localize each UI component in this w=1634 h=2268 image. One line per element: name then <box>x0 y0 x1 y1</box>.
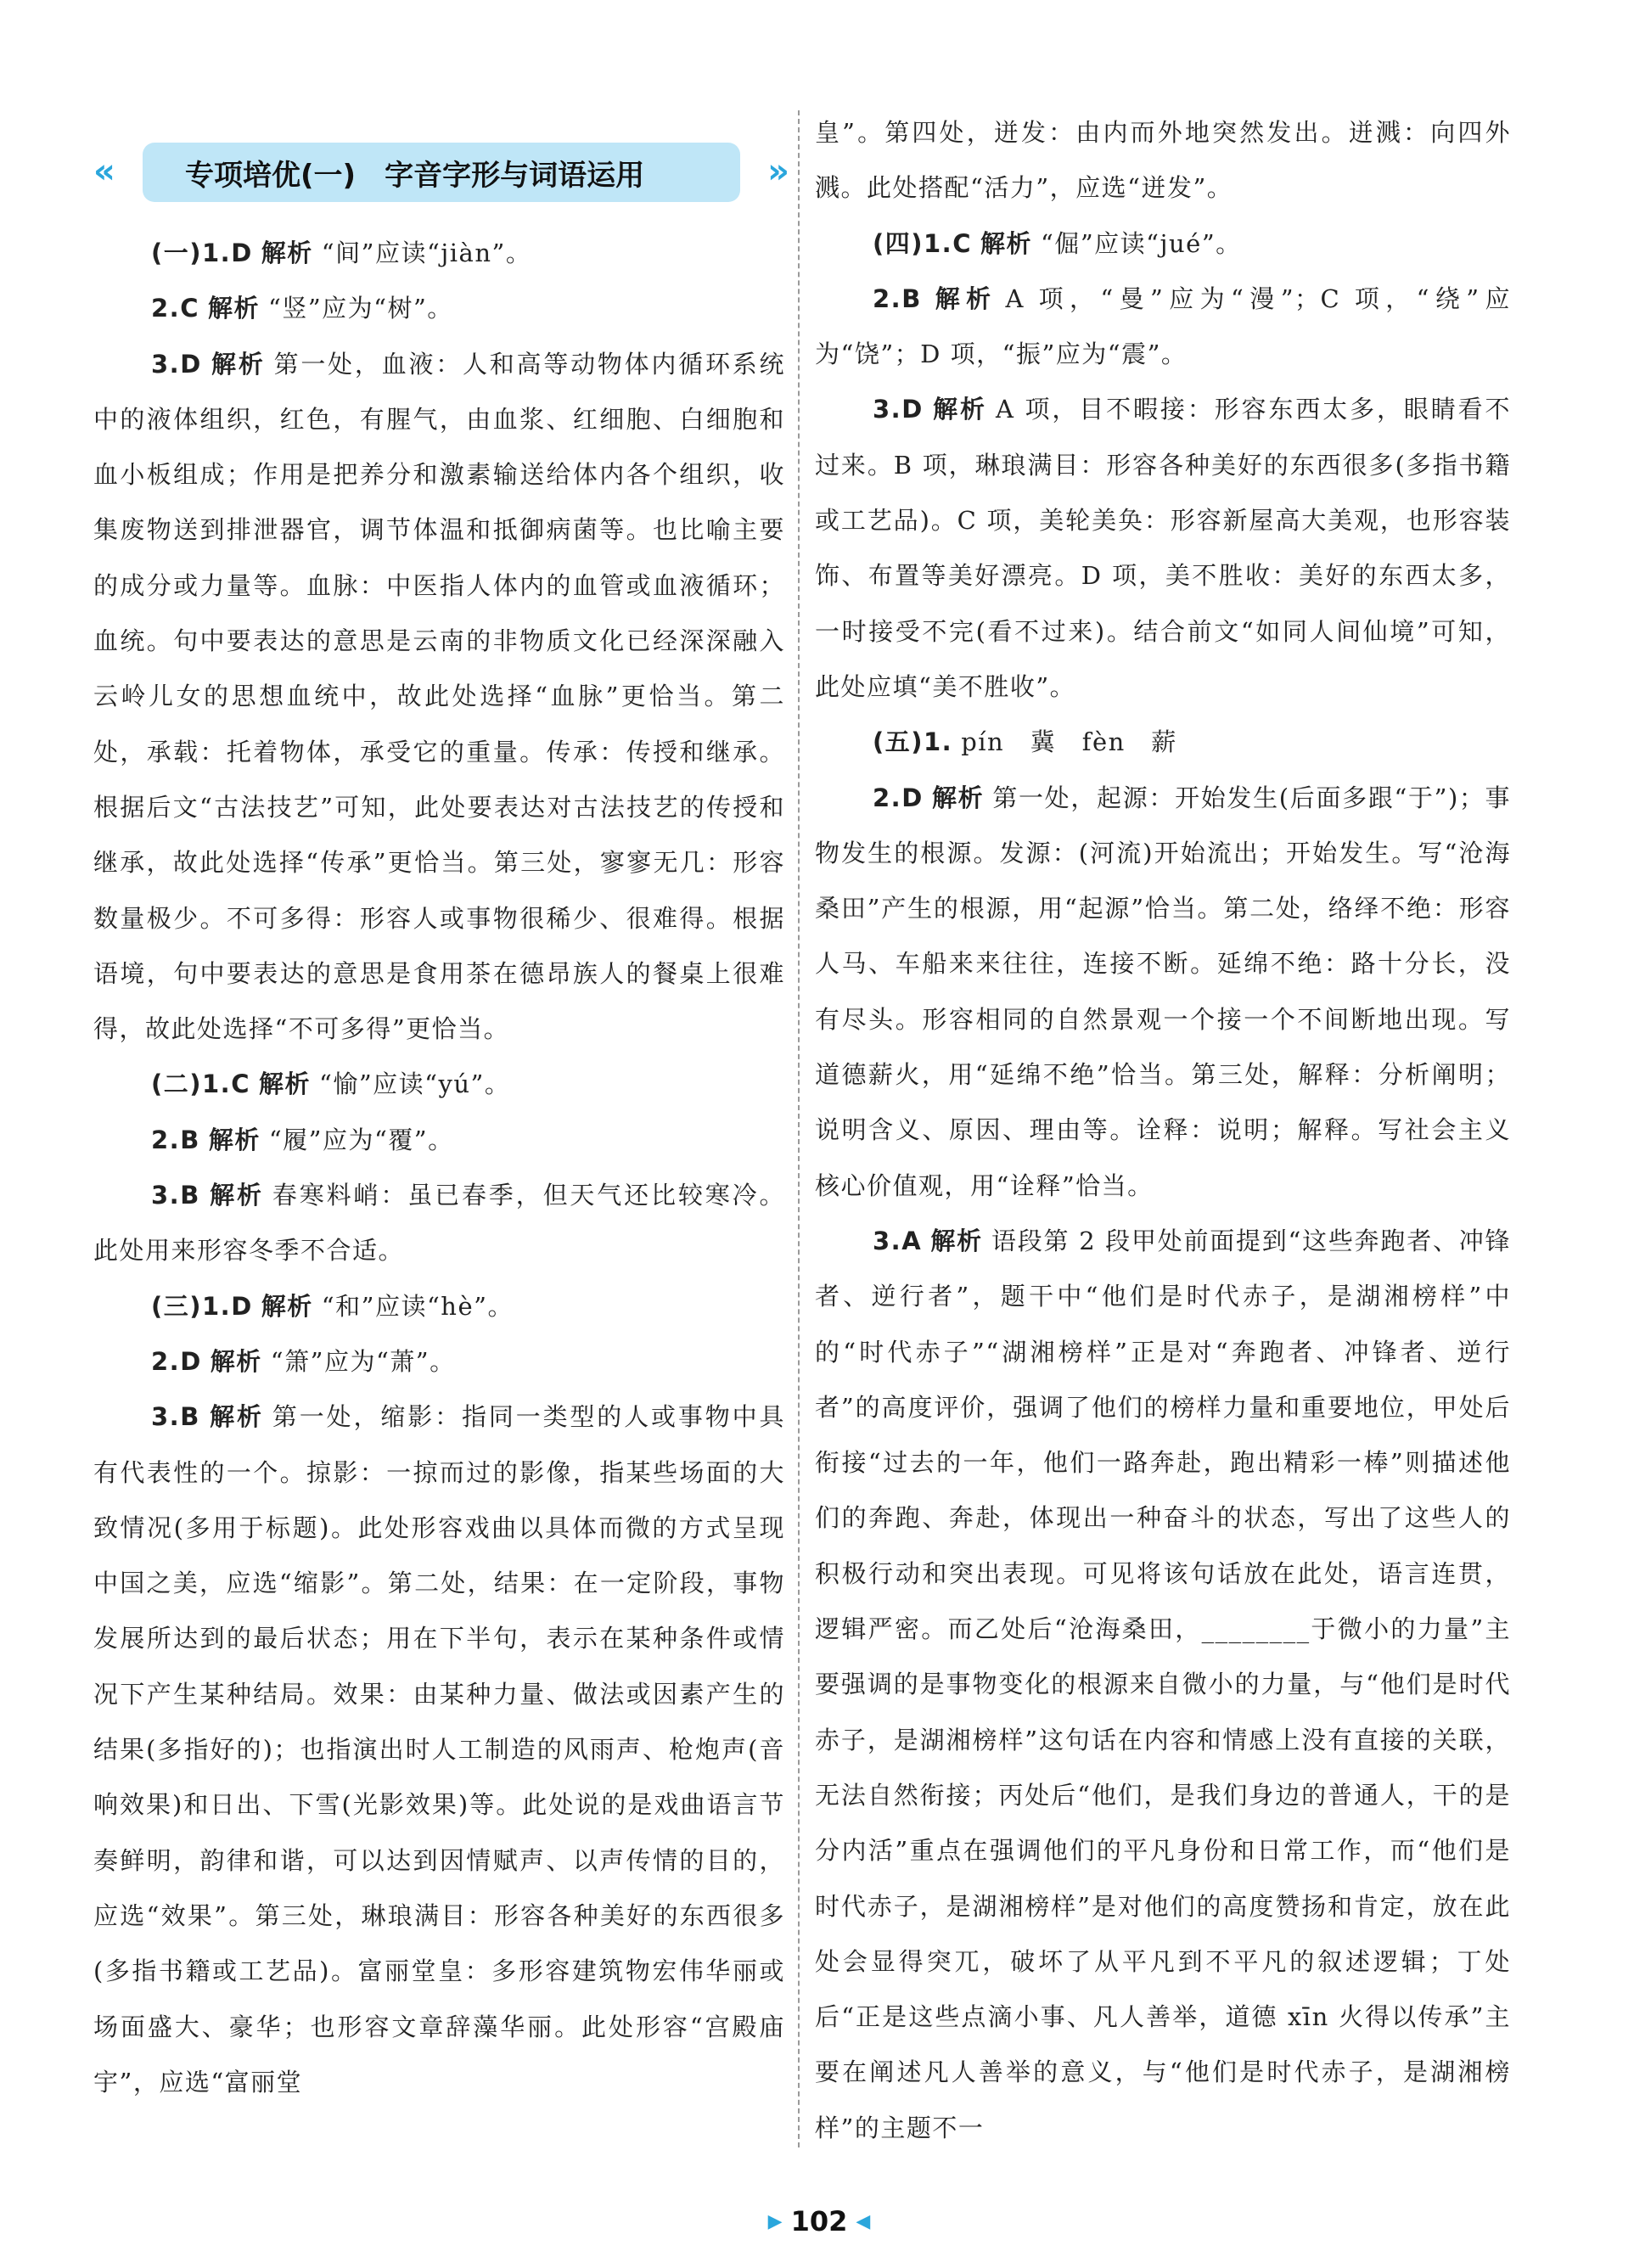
analysis-label: 解析 <box>207 294 260 323</box>
item-number: 2.B <box>151 1125 200 1154</box>
page-number: 102 <box>790 2205 848 2237</box>
analysis-label: 解析 <box>980 228 1033 258</box>
item-number: 2.C <box>151 294 199 323</box>
answer-item <box>93 1113 785 1168</box>
answer-item <box>93 337 785 1058</box>
item-number: (二)1.C <box>151 1069 250 1099</box>
item-number: 2.B <box>873 284 922 313</box>
analysis-text: 皇”。第四处，迸发：由内而外地突然发出。迸溅：向四外溅。此处搭配“活力”，应选“迸发”。 <box>815 118 1511 203</box>
analysis-label: 解析 <box>930 1226 983 1255</box>
analysis-text: “倔”应读“jué”。 <box>1041 228 1242 258</box>
section-title-part2: 字音字形与词语运用 <box>385 158 645 193</box>
analysis-text: 语段第 2 段甲处前面提到“这些奔跑者、冲锋者、逆行者”，题干中“他们是时代赤子，是湖湘榜样”中的“时代赤子”“湖湘榜样”正是对“奔跑者、冲锋者、逆行者”的高度评价，强调了他们的榜样力量和重要地位，甲处后衔接“过去的一年，他们一路奔赴，跑出精彩一棒”则描述他们的奔跑、奔赴，体现出一种奋斗的状态，写出了这些人的积极行动和突出表现。可见将该句话放在此处，语言连贯，逻辑严密。而乙处后“沧海桑田，________于微小的力量”主要强调的是事物变化的根源来自微小的力量，与“他们是时代赤子，是湖湘榜样”这句话在内容和情感上没有直接的关联，无法自然衔接；丙处后“他们，是我们身边的普通人，干的是分内活”重点在强调他们的平凡身份和日常工作，而“他们是时代赤子，是湖湘榜样”是对他们的高度赞扬和肯定，放在此处会显得突兀，破坏了从平凡到不平凡的叙述逻辑；丁处后“正是这些点滴小事、凡人善举，道德 xīn 火得以传承”主要在阐述凡人善举的意义，与“他们是时代赤子，是湖湘榜样”的主题不一 <box>815 1226 1511 2142</box>
analysis-text: “和”应读“hè”。 <box>321 1291 514 1321</box>
left-column <box>93 226 785 2110</box>
item-number: (五)1. <box>873 727 953 757</box>
answer-item <box>93 1279 785 1334</box>
answer-item <box>93 1334 785 1389</box>
analysis-text: 第一处，缩影：指同一类型的人或事物中具有代表性的一个。掠影：一掠而过的影像，指某些场面的大致情况(多用于标题)。此处形容戏曲以具体而微的方式呈现中国之美，应选“缩影”。第二处，结果：在一定阶段，事物发展所达到的最后状态；用在下半句，表示在某种条件或情况下产生某种结局。效果：由某种力量、做法或因素产生的结果(多指好的)；也指演出时人工制造的风雨声、枪炮声(音响效果)和日出、下雪(光影效果)等。此处说的是戏曲语言节奏鲜明，韵律和谐，可以达到因情赋声、以声传情的目的，应选“效果”。第三处，琳琅满目：形容各种美好的东西很多(多指书籍或工艺品)。富丽堂皇：多形容建筑物宏伟华丽或场面盛大、豪华；也形容文章辞藻华丽。此处形容“宫殿庙宇”，应选“富丽堂 <box>93 1402 785 2097</box>
item-number: (三)1.D <box>151 1291 253 1321</box>
analysis-label: 解析 <box>208 1181 264 1210</box>
analysis-label: 解析 <box>931 783 985 812</box>
item-number: 3.D <box>151 349 202 379</box>
item-number: 3.B <box>151 1181 200 1210</box>
analysis-text: “间”应读“jiàn”。 <box>321 239 532 267</box>
analysis-label: 解析 <box>208 1125 261 1154</box>
section-title-part1: 专项培优(一) <box>185 158 357 193</box>
triangle-left-icon: ◀ <box>856 2210 871 2232</box>
column-divider <box>798 110 800 2147</box>
analysis-text: 春寒料峭：虽已春季，但天气还比较寒冷。此处用来形容冬季不合适。 <box>93 1181 785 1266</box>
analysis-label: 解析 <box>261 1291 313 1321</box>
answer-item <box>815 1214 1511 2156</box>
analysis-label: 解析 <box>261 239 313 267</box>
answer-item <box>93 1389 785 2110</box>
answer-item <box>93 1057 785 1112</box>
answer-item <box>93 226 785 281</box>
item-number: (一)1.D <box>151 239 253 267</box>
item-number: 3.A <box>873 1226 923 1255</box>
item-number: 3.B <box>151 1402 200 1432</box>
answer-item <box>93 1168 785 1279</box>
section-title <box>143 143 740 202</box>
item-number: 3.D <box>873 395 924 424</box>
double-chevron-left-icon: « <box>93 152 115 191</box>
double-chevron-right-icon: » <box>767 152 789 191</box>
analysis-text: “愉”应读“yú”。 <box>319 1069 511 1099</box>
answer-item <box>815 715 1511 770</box>
analysis-label: 解析 <box>210 1346 262 1376</box>
answer-item <box>815 771 1511 1214</box>
analysis-label: 解析 <box>210 349 266 379</box>
page-footer <box>730 2200 908 2243</box>
analysis-text: A 项，目不暇接：形容东西太多，眼睛看不过来。B 项，琳琅满目：形容各种美好的东西很多(多指书籍或工艺品)。C 项，美轮美奂：形容新屋高大美观，也形容装饰、布置等美好漂亮。D 项，美不胜收：美好的东西太多，一时接受不完(看不过来)。结合前文“如同人间仙境”可知，此处应填“美不胜收”。 <box>815 395 1511 701</box>
analysis-label: 解析 <box>259 1069 312 1099</box>
answer-item <box>815 216 1511 272</box>
item-number: 2.D <box>873 783 924 812</box>
item-number: (四)1.C <box>873 228 972 258</box>
answer-item-continued <box>815 105 1511 216</box>
analysis-text: “箫”应为“萧”。 <box>270 1346 456 1376</box>
analysis-label: 解析 <box>931 395 987 424</box>
analysis-text: 第一处，起源：开始发生(后面多跟“于”)；事物发生的根源。发源：(河流)开始流出；开始发生。写“沧海桑田”产生的根源，用“起源”恰当。第二处，络绎不绝：形容人马、车船来来往往，连接不断。延绵不绝：路十分长，没有尽头。形容相同的自然景观一个接一个不间断地出现。写道德薪火，用“延绵不绝”恰当。第三处，解释：分析阐明；说明含义、原因、理由等。诠释：说明；解释。写社会主义核心价值观，用“诠释”恰当。 <box>815 783 1511 1200</box>
item-number: 2.D <box>151 1346 202 1376</box>
right-column <box>815 105 1511 2156</box>
analysis-text: “履”应为“覆”。 <box>268 1125 454 1154</box>
analysis-label: 解析 <box>208 1402 264 1432</box>
analysis-text: “竖”应为“树”。 <box>268 294 453 323</box>
section-banner <box>93 143 789 202</box>
analysis-text: A 项，“曼”应为“漫”；C 项，“绕”应为“饶”；D 项，“振”应为“震”。 <box>815 284 1511 369</box>
answer-item <box>815 272 1511 383</box>
analysis-label: 解析 <box>929 284 997 313</box>
answer-item <box>815 382 1511 715</box>
triangle-right-icon: ▶ <box>767 2210 783 2232</box>
answer-text: pín 冀 fèn 薪 <box>961 727 1177 757</box>
answer-item <box>93 281 785 336</box>
analysis-text: 第一处，血液：人和高等动物体内循环系统中的液体组织，红色，有腥气，由血浆、红细胞、白细胞和血小板组成；作用是把养分和激素输送给体内各个组织，收集废物送到排泄器官，调节体温和抵御病菌等。也比喻主要的成分或力量等。血脉：中医指人体内的血管或血液循环；血统。句中要表达的意思是云南的非物质文化已经深深融入云岭儿女的思想血统中，故此处选择“血脉”更恰当。第二处，承载：托着物体，承受它的重量。传承：传授和继承。根据后文“古法技艺”可知，此处要表达对古法技艺的传授和继承，故此处选择“传承”更恰当。第三处，寥寥无几：形容数量极少。不可多得：形容人或事物很稀少、很难得。根据语境，句中要表达的意思是食用茶在德昂族人的餐桌上很难得，故此处选择“不可多得”更恰当。 <box>93 349 785 1044</box>
